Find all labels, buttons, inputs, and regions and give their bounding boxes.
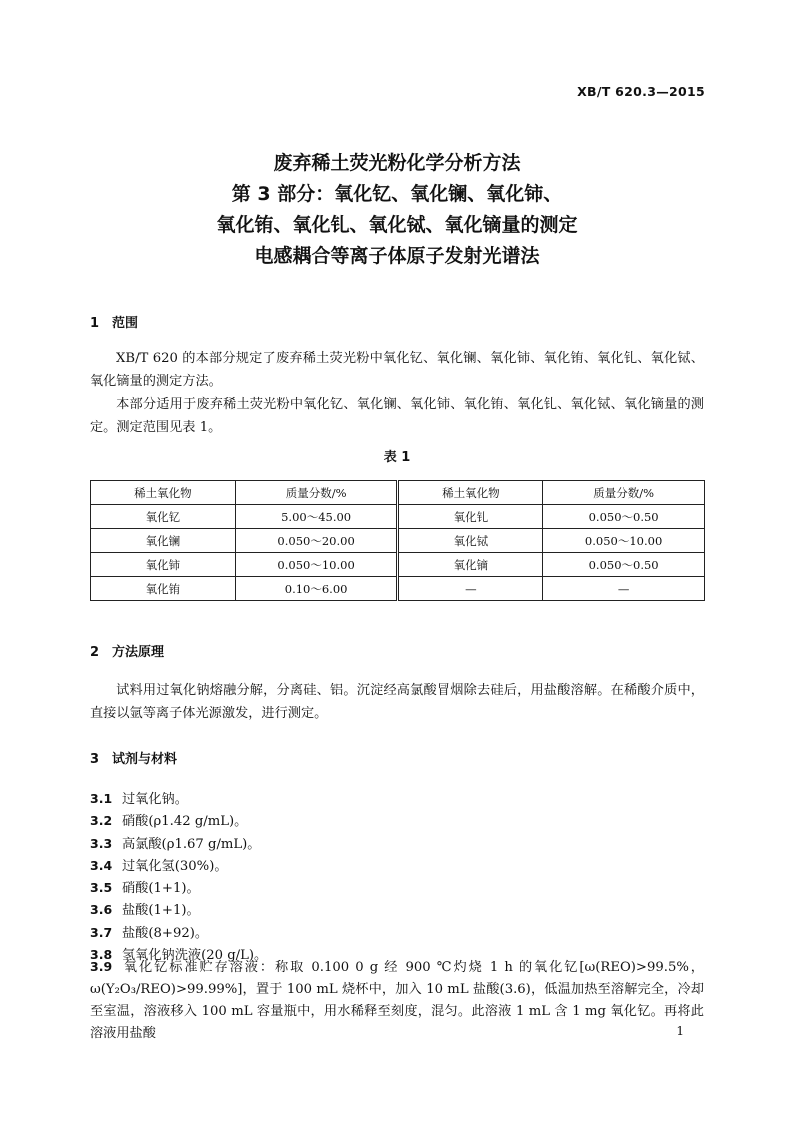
- section-1-number: 1: [90, 316, 100, 331]
- table-header-cell: 稀土氧化物: [91, 481, 236, 505]
- table-cell: 0.050～10.00: [235, 553, 398, 577]
- item-text: 硝酸(ρ1.42 g/mL)。: [122, 814, 248, 830]
- item-number: 3.5: [90, 880, 113, 896]
- table-cell: 氧化钇: [91, 505, 236, 529]
- table-cell: 氧化铕: [91, 577, 236, 601]
- list-item: [90, 877, 710, 899]
- section-3-heading: [90, 748, 177, 767]
- item-number: 3.8: [90, 947, 113, 963]
- table-row: [91, 553, 705, 577]
- list-item: [90, 833, 710, 855]
- item-number: 3.2: [90, 813, 113, 829]
- table-cell: 0.050～0.50: [543, 505, 705, 529]
- list-item: [90, 899, 710, 921]
- item-number: 3.3: [90, 835, 113, 851]
- section-3-number: 3: [90, 752, 100, 767]
- table-caption: 表 1: [383, 450, 411, 465]
- table-cell: 0.10～6.00: [235, 577, 398, 601]
- item-text: 高氯酸(ρ1.67 g/mL)。: [122, 836, 261, 852]
- table-cell: —: [398, 577, 543, 601]
- item-text: 盐酸(1+1)。: [122, 903, 200, 919]
- table-cell: —: [543, 577, 705, 601]
- item-text: 氢氧化钠洗液(20 g/L)。: [122, 948, 268, 964]
- title-line-1: 废弃稀土荧光粉化学分析方法: [273, 152, 521, 174]
- table-cell: 氧化镧: [91, 529, 236, 553]
- item-text: 过氧化钠。: [122, 792, 188, 807]
- range-table: [90, 480, 705, 601]
- table-header-cell: 质量分数/%: [235, 481, 398, 505]
- section-1-title: 范围: [112, 316, 139, 331]
- title-line-4: 电感耦合等离子体原子发射光谱法: [254, 245, 540, 267]
- section-2-heading: [90, 641, 164, 660]
- item-text: 氧化钇标准贮存溶液：称取 0.100 0 g 经 900 ℃灼烧 1 h 的氧化钇[ω(REO)>99.5%，ω(Y₂O₃/REO)>99.99%]，置于 100 mL 烧杯中，加入 10 mL 盐酸(3.6)，低温加热至溶解完全，冷却至室温，溶液移入 100 mL 容量瓶中，用水稀释至刻度，混匀。此溶液 1 mL 含 1 mg 氧化钇。再将此溶液用盐酸: [90, 960, 704, 1041]
- item-3-9-paragraph: [90, 956, 704, 1045]
- list-item: [90, 810, 710, 832]
- section-2-title: 方法原理: [112, 645, 165, 660]
- table-cell: 氧化铽: [398, 529, 543, 553]
- reagent-list: [90, 788, 710, 966]
- item-text: 盐酸(8+92)。: [122, 925, 209, 941]
- list-item: [90, 788, 710, 810]
- item-number: 3.1: [90, 791, 113, 806]
- document-title: [0, 148, 794, 272]
- list-item: [90, 855, 710, 877]
- table-cell: 氧化镝: [398, 553, 543, 577]
- table-cell: 0.050～0.50: [543, 553, 705, 577]
- table-row: [91, 505, 705, 529]
- item-number: 3.6: [90, 902, 113, 918]
- page-number: 1: [676, 1024, 684, 1038]
- table-cell: 氧化钆: [398, 505, 543, 529]
- item-text: 硝酸(1+1)。: [122, 881, 200, 897]
- table-row: [91, 529, 705, 553]
- section-2-number: 2: [90, 645, 100, 660]
- table-cell: 氧化铈: [91, 553, 236, 577]
- item-number: 3.9: [90, 959, 113, 974]
- item-number: 3.4: [90, 857, 113, 873]
- item-number: 3.7: [90, 924, 113, 940]
- section-1-text-1: XB/T 620 的本部分规定了废弃稀土荧光粉中氧化钇、氧化镧、氧化铈、氧化铕、氧化钆、氧化铽、氧化镝量的测定方法。: [90, 351, 704, 389]
- title-line-3: 氧化铕、氧化钆、氧化铽、氧化镝量的测定: [216, 214, 578, 236]
- standard-number: XB/T 620.3—2015: [577, 84, 705, 99]
- table-cell: 5.00～45.00: [235, 505, 398, 529]
- section-2-text: 试料用过氧化钠熔融分解，分离硅、铝。沉淀经高氯酸冒烟除去硅后，用盐酸溶解。在稀酸介质中，直接以氩等离子体光源激发，进行测定。: [90, 683, 704, 721]
- table-header-row: [91, 481, 705, 505]
- section-2-paragraph: [90, 679, 704, 725]
- table-row: [91, 577, 705, 601]
- table-cell: 0.050～10.00: [543, 529, 705, 553]
- list-item: [90, 922, 710, 944]
- table-header-cell: 质量分数/%: [543, 481, 705, 505]
- table-cell: 0.050～20.00: [235, 529, 398, 553]
- table-header-cell: 稀土氧化物: [398, 481, 543, 505]
- section-1-paragraph-1: [90, 347, 704, 393]
- item-text: 过氧化氢(30%)。: [122, 858, 228, 874]
- section-3-title: 试剂与材料: [112, 752, 178, 767]
- section-1-paragraph-2: [90, 393, 704, 439]
- title-line-2: 第 3 部分：氧化钇、氧化镧、氧化铈、: [231, 183, 563, 205]
- section-1-text-2: 本部分适用于废弃稀土荧光粉中氧化钇、氧化镧、氧化铈、氧化铕、氧化钆、氧化铽、氧化镝量的测定。测定范围见表 1。: [90, 397, 704, 435]
- section-1-heading: [90, 312, 138, 331]
